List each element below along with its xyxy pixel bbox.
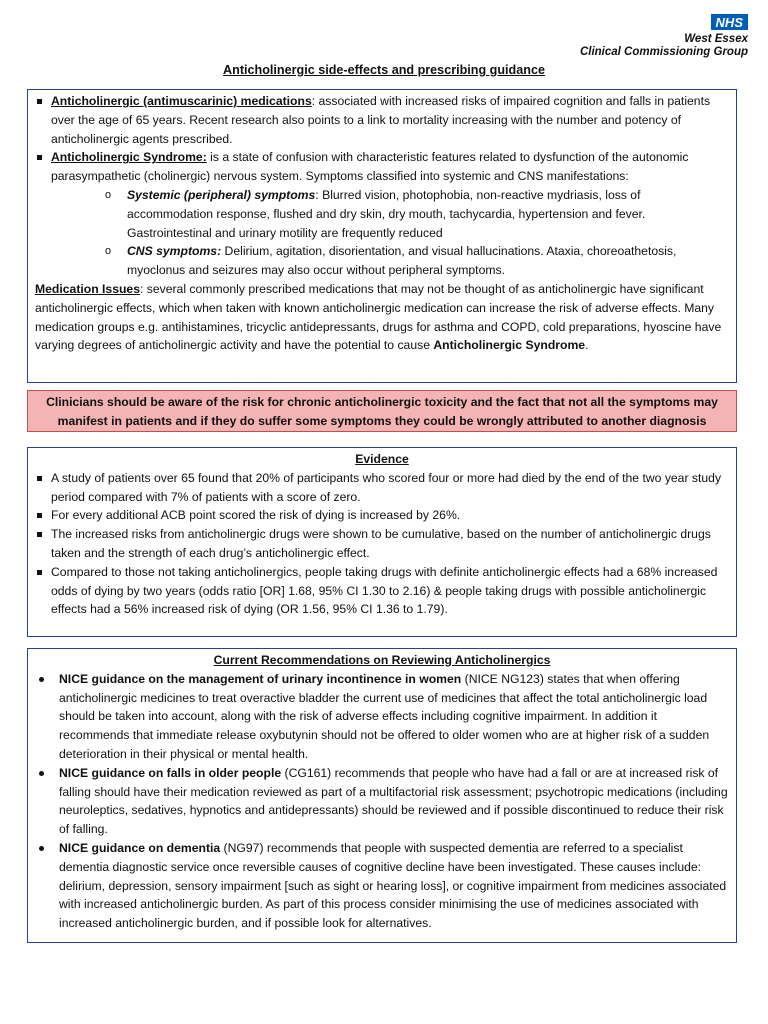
list-item: The increased risks from anticholinergic drugs were shown to be cumulative, based on the number of anticholinergic drugs taken and the strength of each drug’s anticholinergic effect.	[35, 525, 729, 563]
sub-item-cns-symptoms	[35, 242, 729, 280]
warning-banner: Clinicians should be aware of the risk for chronic anticholinergic toxicity and the fact that not all the symptoms may manifest in patients and if they do suffer some symptoms they could be wrongly attributed to another diagnosis	[27, 390, 737, 432]
recommendations-heading: Current Recommendations on Reviewing Anticholinergics	[213, 653, 551, 667]
item-label: Anticholinergic (antimuscarinic) medications	[51, 94, 312, 108]
list-item-anticholinergic-syndrome	[35, 148, 729, 186]
issues-end: .	[585, 338, 589, 353]
sub-item-text: Delirium, agitation, disorientation, and visual hallucinations. Ataxia, choreoathetosis, myoclonus and seizures may also occur without peripheral symptoms.	[127, 244, 677, 278]
list-item: For every additional ACB point scored the risk of dying is increased by 26%.	[35, 506, 729, 525]
medication-issues-paragraph	[35, 280, 729, 355]
item-text: (NG97) recommends that people with suspected dementia are referred to a specialist dementia diagnostic service once reversible causes of cognitive decline have been investigated. These causes include: delirium, depression, sensory impairment [such as sight or hearing loss], or cognitive impairment from medicines associated with increased anticholinergic burden. As part of this process consider minimising the use of medicines associated with increased anticholinergic burden, and if possible look for alternatives.	[59, 840, 727, 931]
document-title: Anticholinergic side-effects and prescribing guidance	[223, 63, 545, 77]
item-text: is a state of confusion with characteristic features related to dysfunction of the autonomic parasympathetic (cholinergic) nervous system. Symptoms classified into systemic and CNS manifestations:	[51, 150, 689, 184]
logo-line-2: Clinical Commissioning Group	[579, 45, 748, 58]
nhs-logo	[580, 14, 748, 59]
nhs-badge: NHS	[711, 14, 748, 30]
evidence-box	[27, 447, 737, 637]
item-label: NICE guidance on the management of urinary incontinence in women	[59, 671, 462, 686]
sub-item-systemic-symptoms	[35, 186, 729, 242]
sub-item-label: Systemic (peripheral) symptoms	[127, 187, 316, 202]
recommendations-box	[27, 648, 737, 943]
issues-label: Medication Issues	[35, 281, 140, 296]
item-text: (CG161) recommends that people who have had a fall or are at increased risk of falling should have their medication reviewed as part of a multifactorial risk assessment; psychotropic medications (including neuroleptics, sedatives, hypnotics and antidepressants) should be reviewed and if possible discontinued to reduce their risk of falling.	[59, 765, 728, 837]
overview-box	[27, 89, 737, 383]
logo-line-1: West Essex	[684, 32, 748, 45]
list-item-dementia	[35, 839, 729, 933]
list-item-anticholinergic-medications	[35, 92, 729, 148]
list-item-falls	[35, 764, 729, 839]
list-item: Compared to those not taking anticholinergics, people taking drugs with definite anticholinergic effects had a 68% increased odds of dying by two years (odds ratio [OR] 1.68, 95% CI 1.30 to 2.16) & people taking drugs with possible anticholinergic effects had a 56% increased risk of dying (OR 1.56, 95% CI 1.36 to 1.79).	[35, 563, 729, 619]
issues-bold: Anticholinergic Syndrome	[433, 338, 586, 353]
evidence-heading: Evidence	[355, 452, 409, 466]
list-item-urinary-incontinence	[35, 670, 729, 764]
item-text: (NICE NG123) states that when offering anticholinergic medicines to treat overactive bladder the current use of medicines that affect the total anticholinergic load should be taken into account, along with the risk of adverse effects including cognitive impairment. In addition it recommends that immediate release oxybutynin should not be offered to older women who are at higher risk of a sudden deterioration in their physical or mental health.	[59, 671, 710, 761]
item-label: Anticholinergic Syndrome:	[51, 150, 207, 165]
item-label: NICE guidance on dementia	[59, 840, 221, 855]
item-label: NICE guidance on falls in older people	[59, 765, 282, 780]
item-text: : associated with increased risks of impaired cognition and falls in patients over the age of 65 years. Recent research also points to a link to mortality increasing with the number and potency of anticholinergic agents prescribed.	[51, 94, 711, 146]
sub-item-text: : Blurred vision, photophobia, non-reactive mydriasis, loss of accommodation response, flushed and dry skin, dry mouth, tachycardia, hypertension and fever. Gastrointestinal and urinary motility are frequently reduced	[127, 187, 646, 240]
sub-item-label: CNS symptoms:	[127, 244, 222, 259]
list-item: A study of patients over 65 found that 20% of participants who scored four or more had died by the end of the two year study period compared with 7% of patients with a score of zero.	[35, 469, 729, 507]
issues-text: : several commonly prescribed medications that may not be thought of as anticholinergic have significant anticholinergic effects, which when taken with known anticholinergic medication can increase the risk of adverse effects. Many medication groups e.g. antihistamines, tricyclic antidepressants, drugs for asthma and COPD, cold preparations, hyoscine have varying degrees of anticholinergic activity and have the potential to cause	[35, 281, 722, 353]
